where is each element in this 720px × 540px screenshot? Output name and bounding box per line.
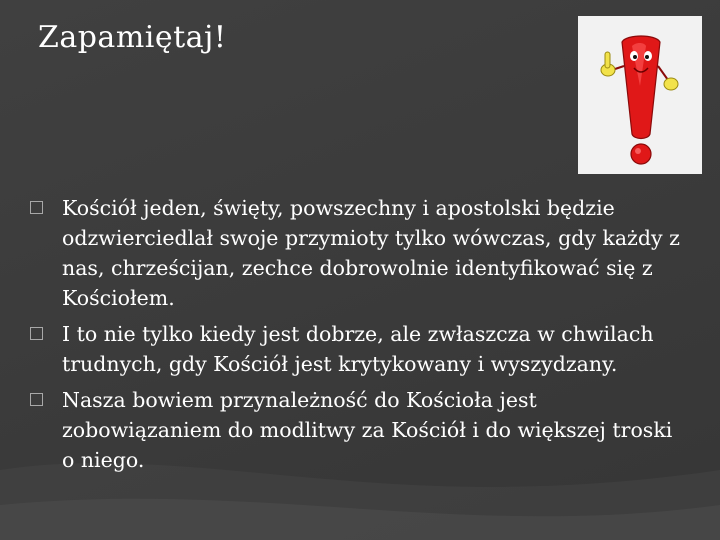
square-bullet-icon <box>30 201 43 214</box>
bullet-text: Nasza bowiem przynależność do Kościoła jest zobowiązaniem do modlitwy za Kościół i do większej troski o niego. <box>62 388 673 472</box>
bullet-text: Kościół jeden, święty, powszechny i apostolski będzie odzwierciedlał swoje przymioty tylko wówczas, gdy każdy z nas, chrześcijan, zechce dobrowolnie identyfikować się z Kościołem. <box>62 196 680 310</box>
list-item <box>30 319 680 379</box>
bullet-text: I to nie tylko kiedy jest dobrze, ale zwłaszcza w chwilach trudnych, gdy Kościół jest krytykowany i wyszydzany. <box>62 322 654 376</box>
square-bullet-icon <box>30 393 43 406</box>
bullet-list <box>30 193 680 481</box>
list-item <box>30 385 680 475</box>
list-item <box>30 193 680 313</box>
square-bullet-icon <box>30 327 43 340</box>
slide-title: Zapamiętaj! <box>38 20 227 55</box>
exclamation-mark-character-icon <box>578 16 702 174</box>
